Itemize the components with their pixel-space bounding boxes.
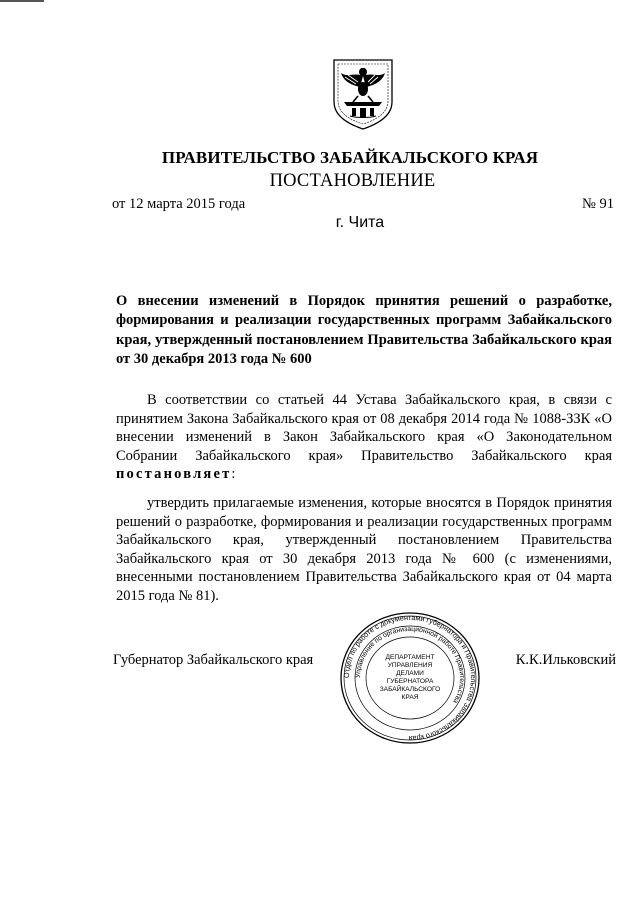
seal-outer-text: Отдел по работе с документами губернатора и Правительства Забайкальского края <box>341 612 479 744</box>
document-number: № 91 <box>582 196 614 212</box>
seal-center-line: ДЕПАРТАМЕНТ <box>385 654 435 661</box>
seal-center-line: ДЕЛАМИ <box>396 670 424 677</box>
seal-center-line: ЗАБАЙКАЛЬСКОГО <box>379 686 441 693</box>
document-city: г. Чита <box>335 214 385 231</box>
signatory-position: Губернатор Забайкальского края <box>113 652 314 668</box>
scan-edge-mark <box>0 0 44 2</box>
seal-middle-text: Управление по организационной работе Правительства <box>354 625 466 705</box>
document-title: О внесении изменений в Порядок принятия решений о разработке, формирования и реализации государственных программ Забайкальского края, утвержденный постановлением Правительства Забайкальского края от 30 декабря 2013 года № 600 <box>116 293 612 367</box>
resolves-keyword: постановляет <box>116 466 232 483</box>
document-type: ПОСТАНОВЛЕНИЕ <box>269 171 436 191</box>
organization-heading: ПРАВИТЕЛЬСТВО ЗАБАЙКАЛЬСКОГО КРАЯ <box>161 148 539 167</box>
preamble-text: В соответствии со статьей 44 Устава Забайкальского края, в связи с принятием Закона Забайкальского края от 08 декабря 2014 года № 1088-ЗЗК «О внесении изменений в Закон Забайкальского края «О Законодательном Собрании Забайкальского края» Правительство Забайкальского края <box>116 392 612 464</box>
document-date: от 12 марта 2015 года <box>112 196 246 212</box>
signatory-name: К.К.Ильковский <box>515 652 616 668</box>
seal-center-line: ГУБЕРНАТОРА <box>386 678 434 685</box>
seal-center-line: УПРАВЛЕНИЯ <box>387 662 433 669</box>
preamble-paragraph <box>116 391 612 484</box>
coat-of-arms-emblem <box>330 58 396 130</box>
seal-center-line: КРАЯ <box>401 694 419 701</box>
resolution-paragraph <box>116 494 612 606</box>
resolution-text: утвердить прилагаемые изменения, которые вносятся в Порядок принятия решений о разработке, формирования и реализации государственных программ Забайкальского края, утвержденный постановлением Правительства Забайкальского края от 30 декабря 2013 года № 600 (с изменениями, внесенными постановлением Правительства Забайкальского края от 04 марта 2015 года № 81). <box>116 495 612 604</box>
preamble-colon: : <box>231 466 236 483</box>
official-seal-stamp <box>339 611 481 745</box>
